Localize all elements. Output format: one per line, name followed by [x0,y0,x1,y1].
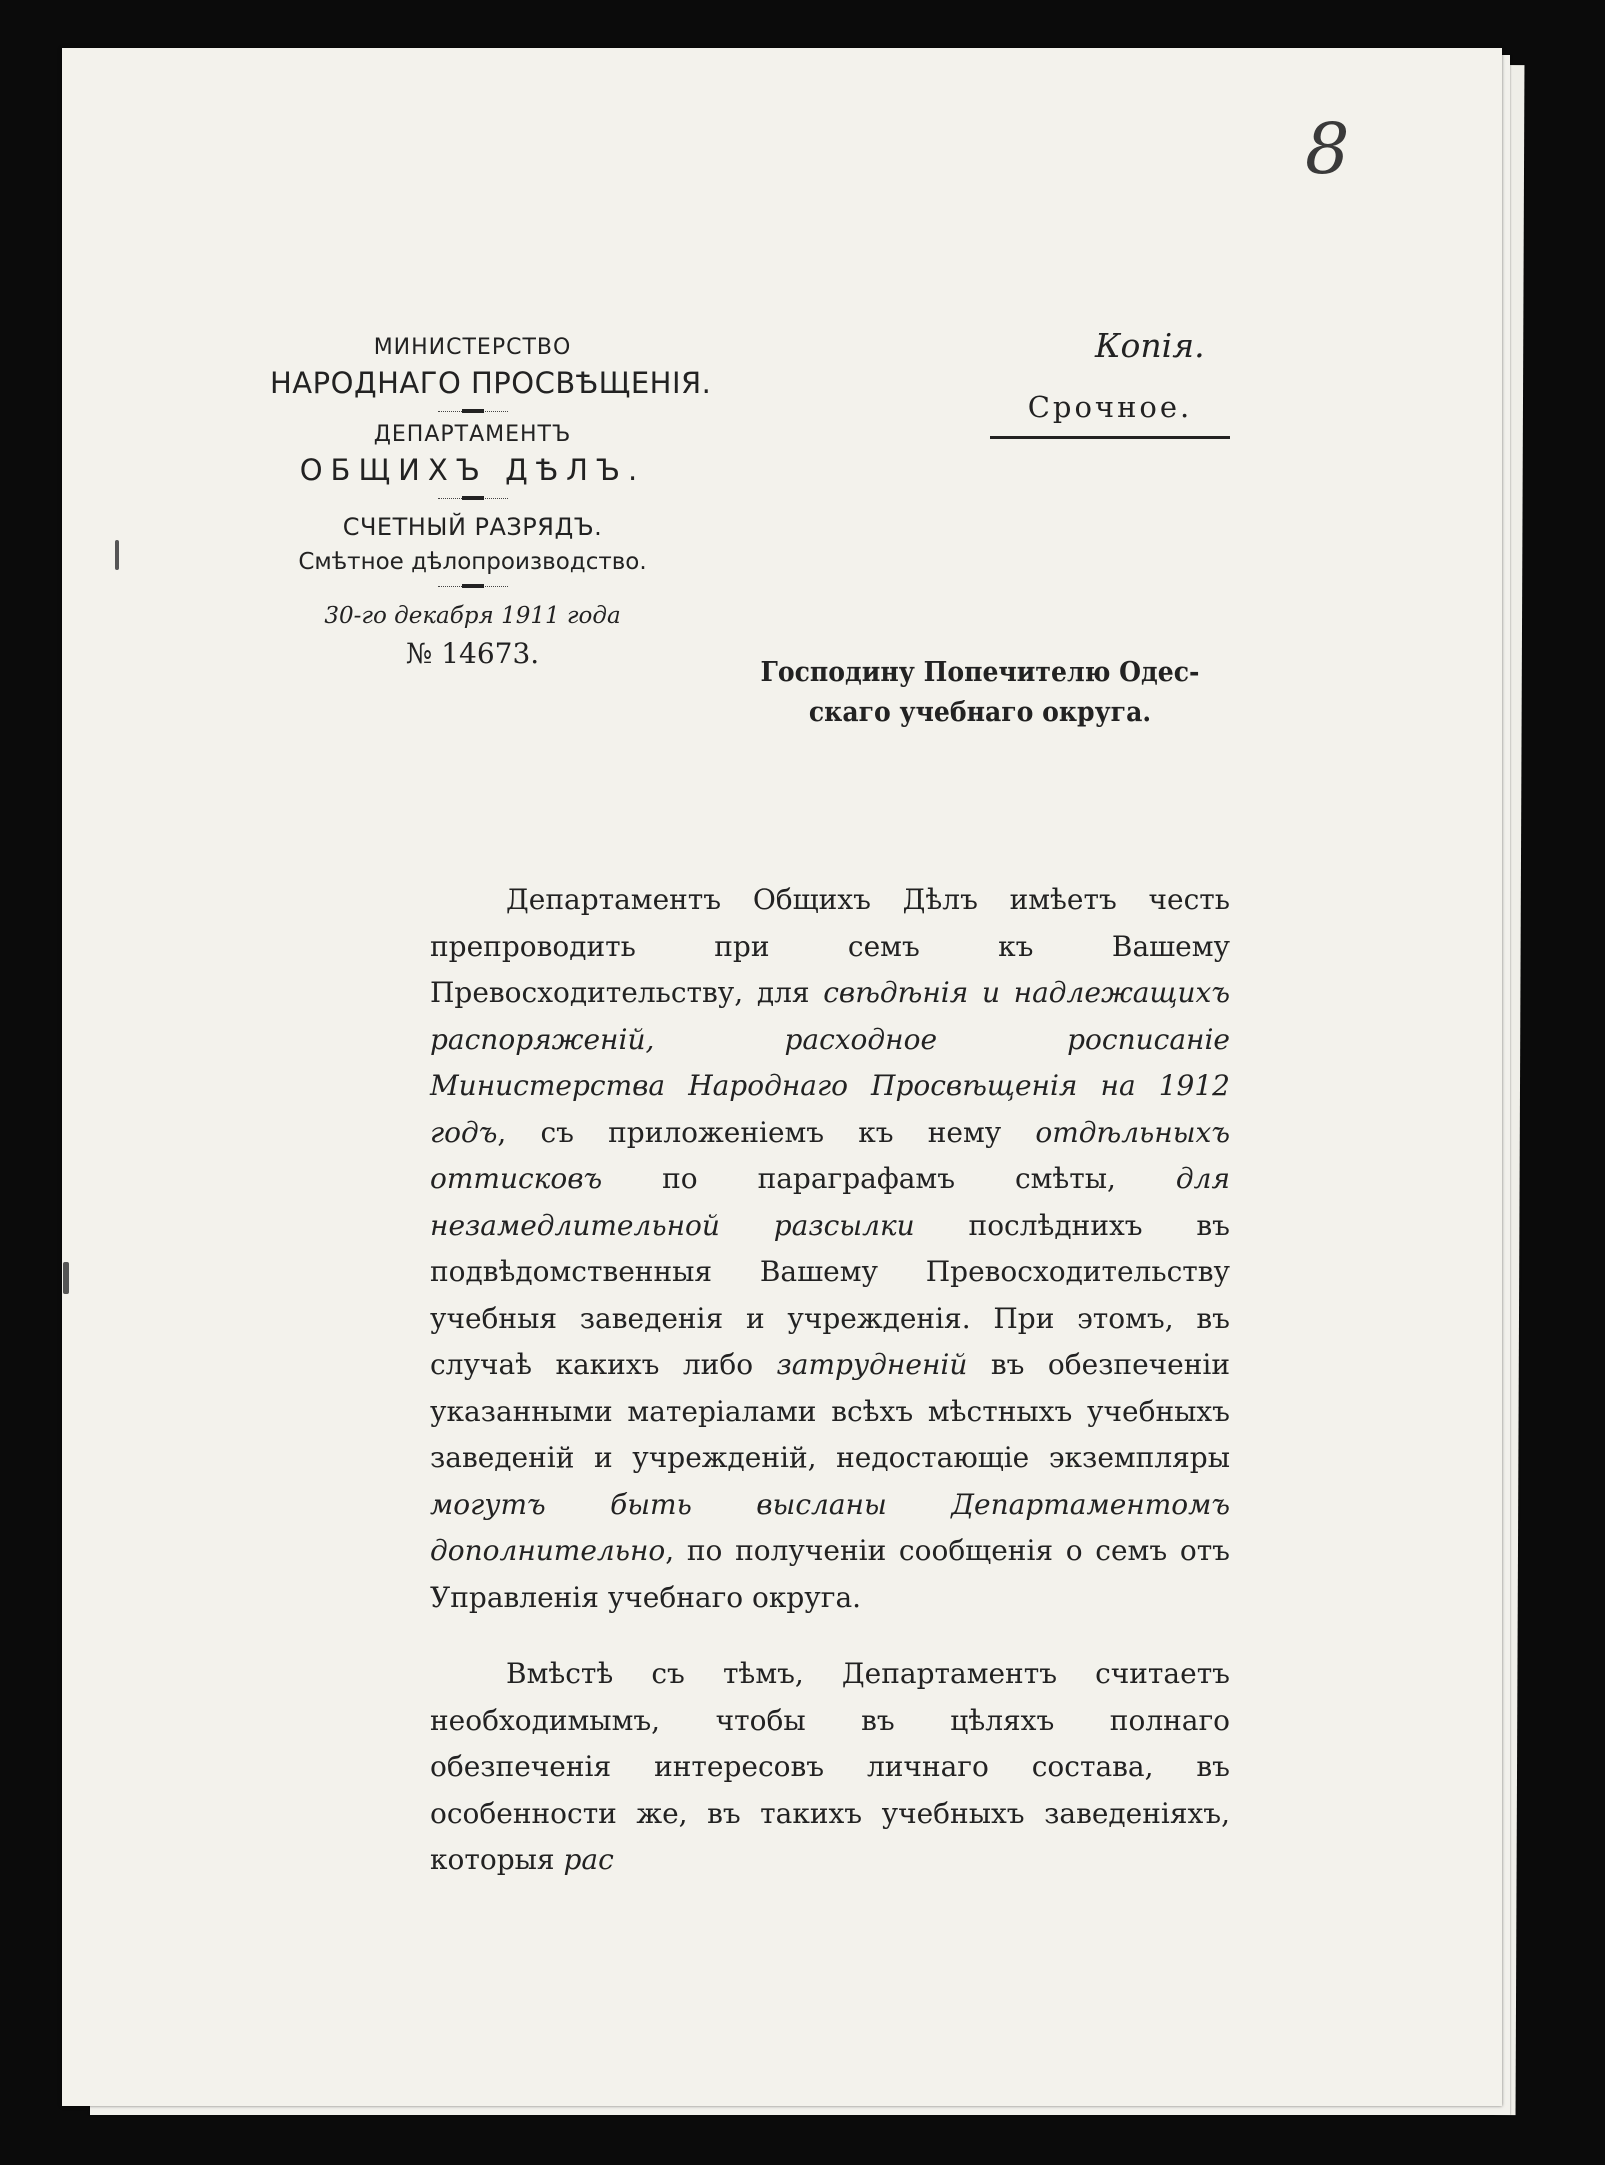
office-name: Смѣтное дѣлопроизводство. [298,549,647,575]
section-name: СЧЕТНЫЙ РАЗРЯДЪ. [342,513,603,541]
ministry-line1: МИНИСТЕРСТВО [373,335,572,360]
italic-run: затрудненій [776,1348,968,1381]
italic-run: могутъ быть высланы Департаментомъ дополнительно [430,1487,1230,1567]
ministry-line2: НАРОДНАГО ПРОСВѢЩЕНІЯ. [270,366,712,400]
handwritten-page-number: 8 [1305,108,1350,190]
department-line1: ДЕПАРТАМЕНТЪ [373,422,572,447]
margin-mark [115,540,119,570]
addressee-line2: скаго учебнаго округа. [808,697,1152,728]
separator [438,493,508,503]
text-run: Вмѣстѣ съ тѣмъ, Департаментъ считаетъ необходимымъ, чтобы въ цѣляхъ полнаго обезпеченія интересовъ личнаго состава, въ особенности же, въ такихъ учебныхъ заведеніяхъ, которыя [430,1657,1230,1876]
urgent-mark: Срочное. [990,390,1230,439]
text-run: по параграфамъ смѣты, [602,1162,1176,1195]
italic-run: отдѣльныхъ оттисковъ [430,1115,1230,1195]
text-run: послѣднихъ въ подвѣдомственныя Вашему Превосходительству учебныя заведенія и учрежденія. При этомъ, въ случаѣ какихъ либо [430,1208,1230,1381]
italic-run: свѣдѣнія и надлежащихъ распоряженій, расходное росписаніе Министерства Народнаго Просвѣщенія на 1912 годъ [430,976,1230,1149]
letterhead [270,335,712,670]
document-number: № 14673. [405,637,540,670]
italic-run: для незамедлительной разсылки [430,1162,1230,1242]
text-run: Департаментъ Общихъ Дѣлъ имѣетъ честь препроводить при семъ къ Вашему Превосходительству, для [430,883,1230,1009]
paragraph-1 [430,877,1230,1621]
addressee [738,653,1222,733]
paragraph-2 [430,1651,1230,1884]
separator [438,406,508,416]
addressee-line1: Господину Попечителю Одес- [760,657,1200,688]
text-run: , по полученіи сообщенія о семъ отъ Управленія учебнаго округа. [430,1534,1230,1614]
department-line2: ОБЩИХЪ ДѢЛЪ. [299,453,646,487]
text-run: , съ приложеніемъ къ нему [497,1115,1036,1149]
text-run: въ обезпеченіи указанными матеріалами всѣхъ мѣстныхъ учебныхъ заведеній и учрежденій, недостающіе экземпляры [430,1348,1230,1474]
margin-mark [63,1262,69,1294]
letter-body [430,877,1230,1884]
document-date: 30-го декабря 1911 года [324,603,621,629]
copy-mark: Копія. [1095,326,1205,365]
italic-run: рас [563,1843,614,1876]
separator [438,581,508,591]
